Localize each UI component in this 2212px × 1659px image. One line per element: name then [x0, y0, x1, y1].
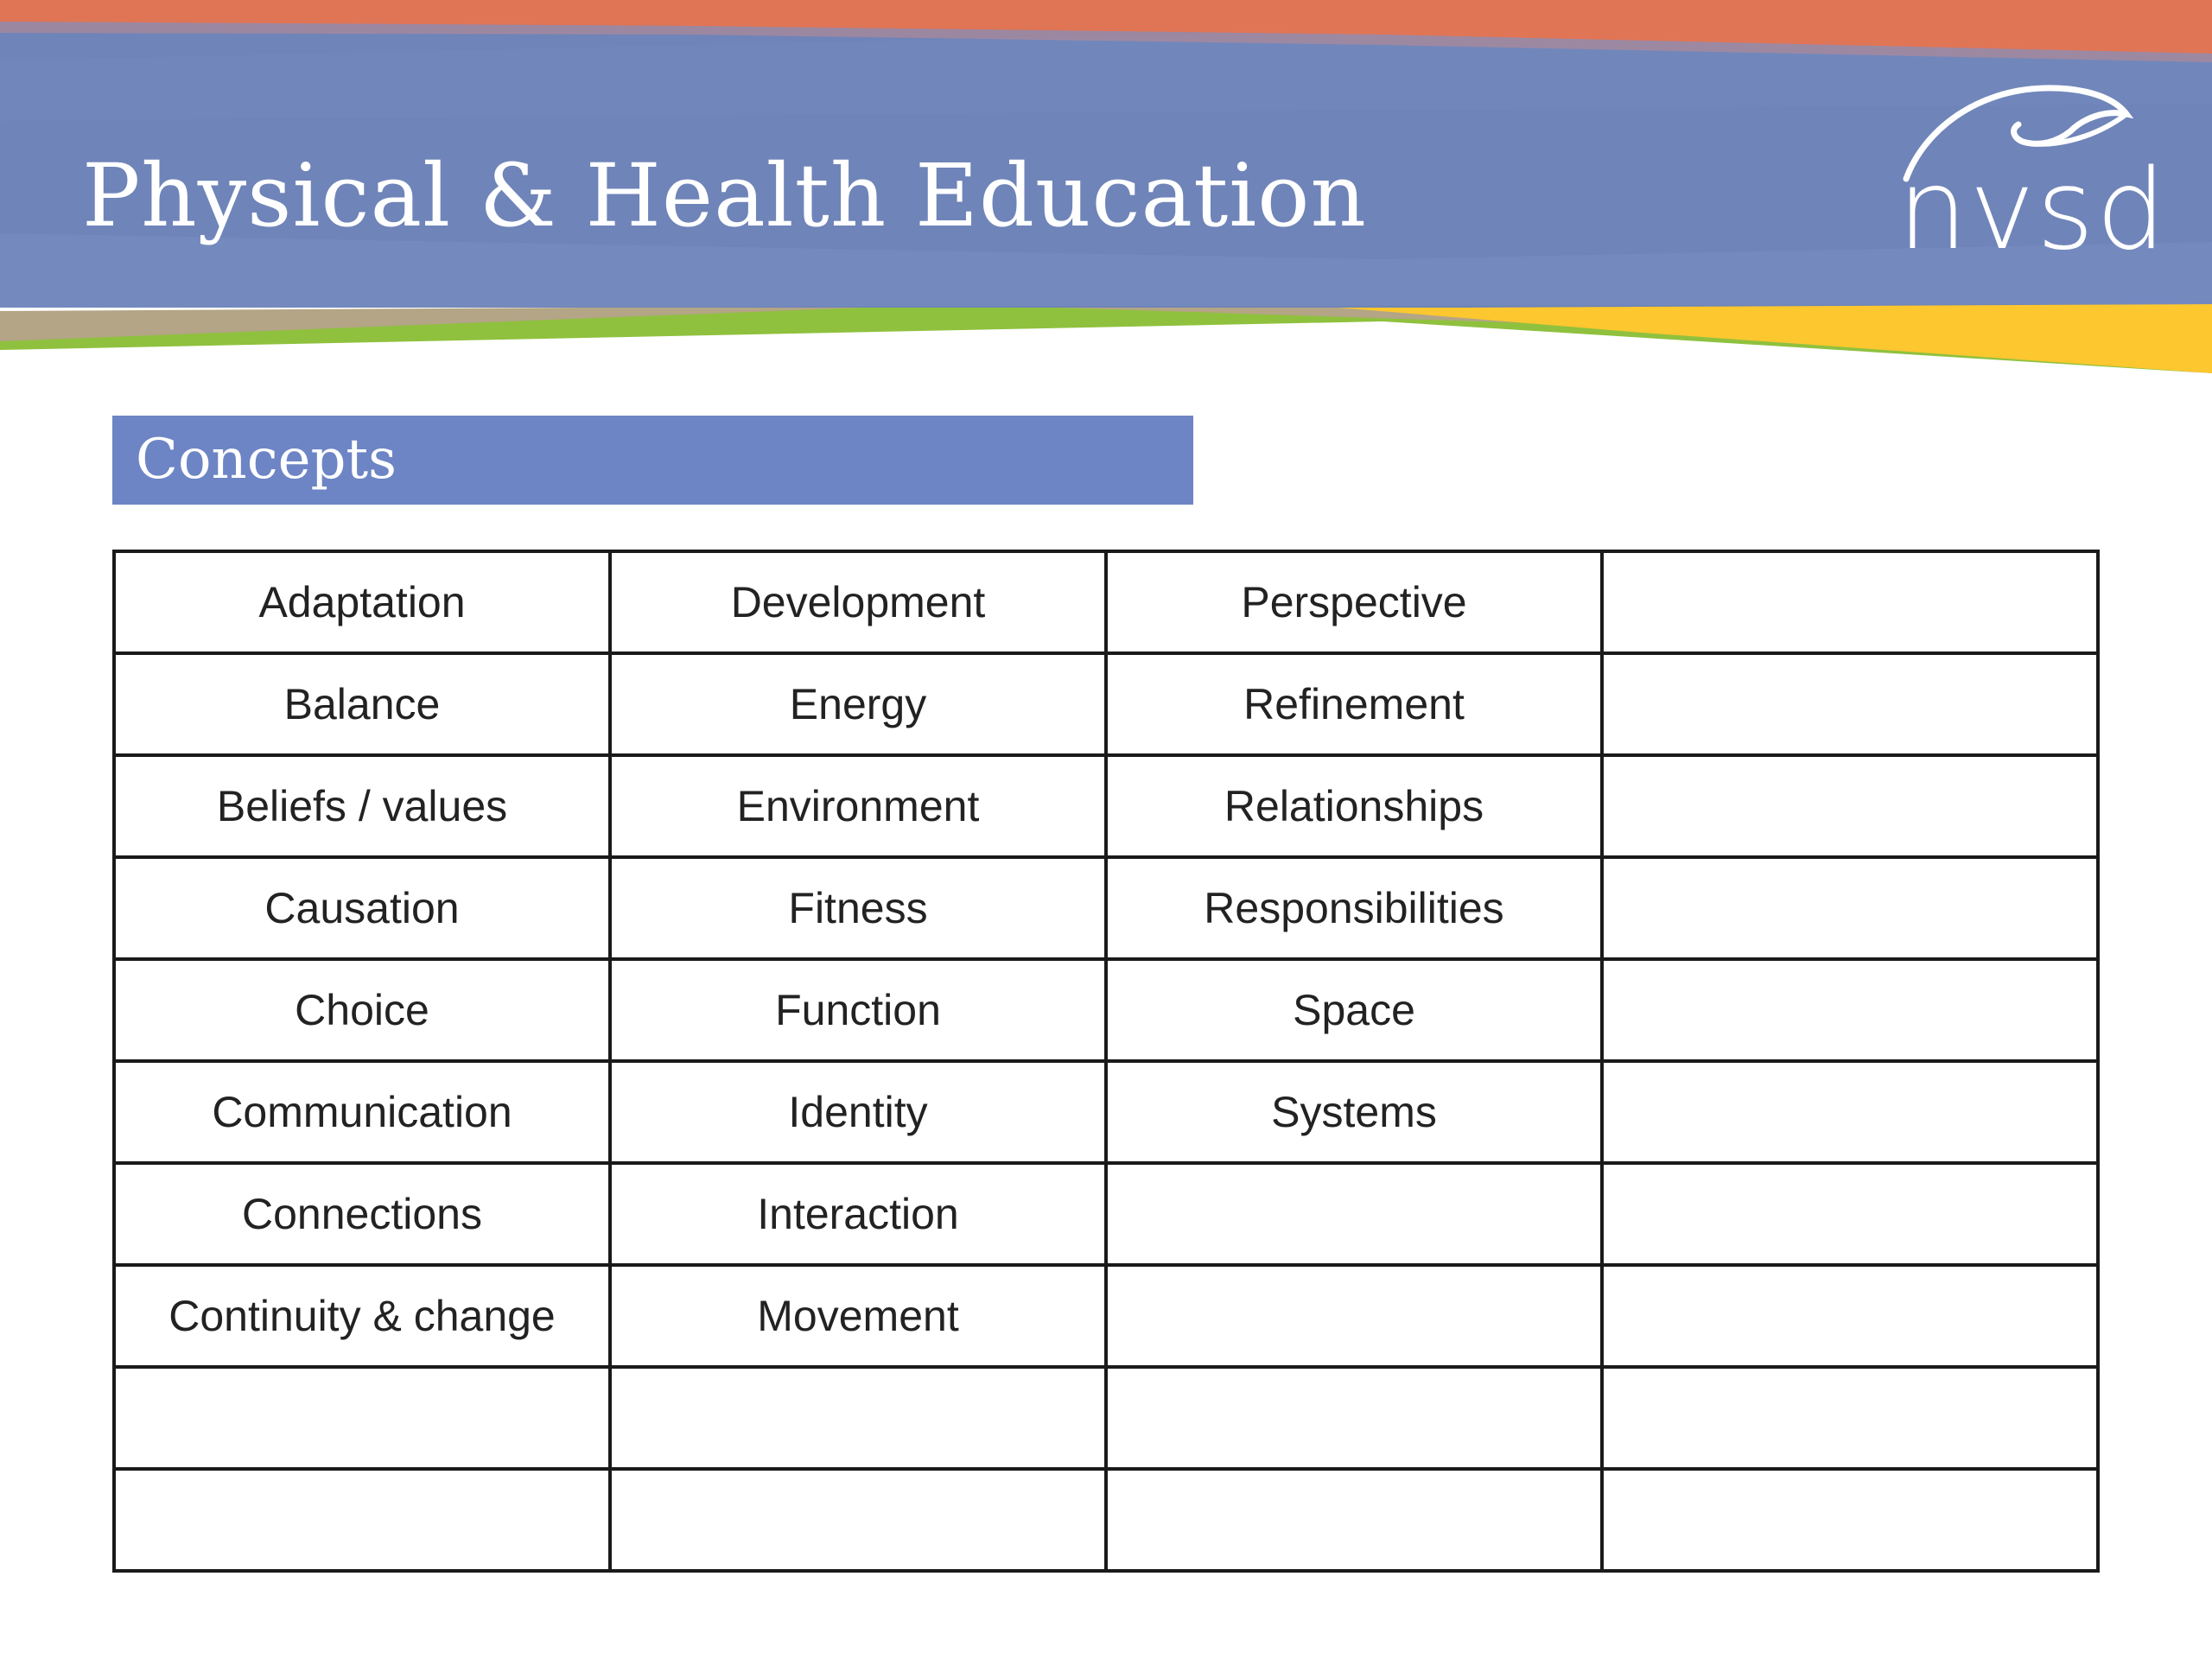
table-cell: Fitness — [610, 857, 1106, 959]
table-cell: Balance — [114, 653, 610, 755]
table-cell — [1602, 959, 2098, 1061]
table-cell: Communication — [114, 1061, 610, 1163]
table-cell: Choice — [114, 959, 610, 1061]
table-cell — [1106, 1163, 1602, 1265]
table-cell — [1106, 1469, 1602, 1571]
table-cell — [610, 1469, 1106, 1571]
table-cell: Relationships — [1106, 755, 1602, 857]
nvsd-logo — [1897, 79, 2168, 275]
table-row — [114, 857, 2098, 959]
table-cell: Development — [610, 551, 1106, 653]
table-cell — [1602, 1367, 2098, 1469]
table-cell: Movement — [610, 1265, 1106, 1367]
table-cell: Identity — [610, 1061, 1106, 1163]
table-cell: Interaction — [610, 1163, 1106, 1265]
table-cell — [1602, 1163, 2098, 1265]
table-row — [114, 755, 2098, 857]
table-cell: Refinement — [1106, 653, 1602, 755]
table-row — [114, 1061, 2098, 1163]
table-row — [114, 551, 2098, 653]
table-row — [114, 653, 2098, 755]
table-cell: Beliefs / values — [114, 755, 610, 857]
section-header — [112, 416, 1193, 505]
table-cell — [1602, 755, 2098, 857]
table-cell — [1602, 653, 2098, 755]
logo-text: nvsd — [1897, 146, 2168, 275]
table-cell — [1106, 1367, 1602, 1469]
table-cell — [1602, 1469, 2098, 1571]
table-cell: Function — [610, 959, 1106, 1061]
table-row — [114, 959, 2098, 1061]
table-cell: Energy — [610, 653, 1106, 755]
table-row — [114, 1163, 2098, 1265]
section-title: Concepts — [136, 428, 397, 492]
table-cell — [1602, 857, 2098, 959]
table-cell — [610, 1367, 1106, 1469]
table-cell — [1602, 1265, 2098, 1367]
table-cell: Environment — [610, 755, 1106, 857]
table-row — [114, 1265, 2098, 1367]
table-cell — [1602, 551, 2098, 653]
table-cell — [1106, 1265, 1602, 1367]
table-cell: Responsibilities — [1106, 857, 1602, 959]
table-cell: Causation — [114, 857, 610, 959]
concepts-table — [112, 550, 2100, 1573]
table-cell — [1602, 1061, 2098, 1163]
page-title: Physical & Health Education — [82, 145, 1367, 246]
table-cell: Adaptation — [114, 551, 610, 653]
table-row — [114, 1469, 2098, 1571]
table-cell — [114, 1469, 610, 1571]
table-cell: Perspective — [1106, 551, 1602, 653]
table-cell — [114, 1367, 610, 1469]
table-row — [114, 1367, 2098, 1469]
table-cell: Space — [1106, 959, 1602, 1061]
table-cell: Connections — [114, 1163, 610, 1265]
table-cell: Systems — [1106, 1061, 1602, 1163]
table-cell: Continuity & change — [114, 1265, 610, 1367]
